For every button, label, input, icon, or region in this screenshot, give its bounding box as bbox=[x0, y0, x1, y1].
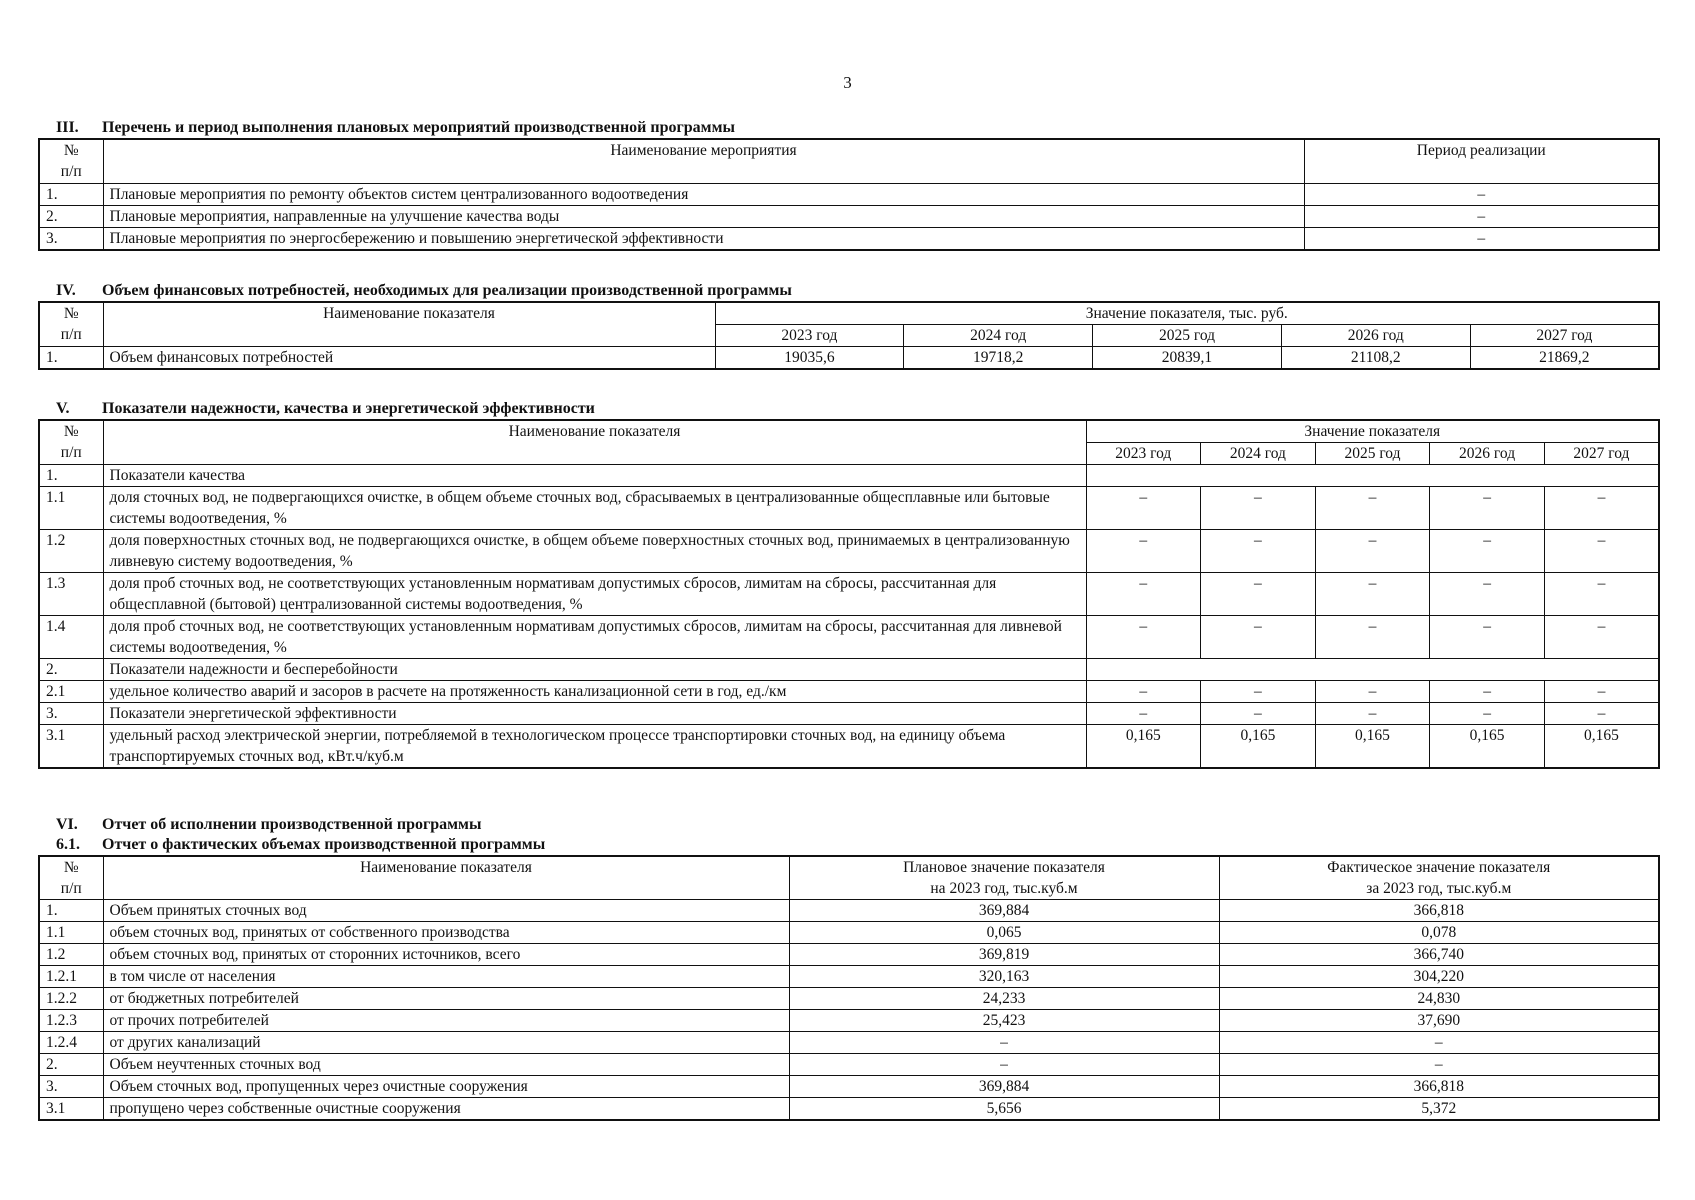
table-row bbox=[39, 205, 1659, 227]
row-value: – bbox=[1201, 616, 1316, 659]
row-number: 1.2 bbox=[39, 530, 103, 573]
header-name: Наименование показателя bbox=[103, 302, 715, 347]
row-fact-value: – bbox=[1219, 1032, 1659, 1054]
section-5 bbox=[38, 399, 1660, 769]
header-plan: Плановое значение показателя на 2023 год, тыс.куб.м bbox=[789, 856, 1219, 900]
row-number: 3. bbox=[39, 703, 103, 725]
row-value: – bbox=[1430, 487, 1545, 530]
year-header: 2027 год bbox=[1470, 325, 1659, 347]
actual-volumes-table bbox=[38, 855, 1660, 1121]
table-row bbox=[39, 681, 1659, 703]
row-value: – bbox=[1201, 573, 1316, 616]
section-3-heading: Перечень и период выполнения плановых мероприятий производственной программы bbox=[102, 119, 735, 136]
row-value: – bbox=[1430, 616, 1545, 659]
row-value: – bbox=[1544, 530, 1659, 573]
row-number: 2. bbox=[39, 205, 103, 227]
row-value: – bbox=[1086, 487, 1201, 530]
table-row bbox=[39, 530, 1659, 573]
section-4-heading: Объем финансовых потребностей, необходимых для реализации производственной программы bbox=[102, 282, 792, 299]
row-period: – bbox=[1304, 205, 1659, 227]
row-plan-value: 24,233 bbox=[789, 988, 1219, 1010]
section-6-heading: Отчет об исполнении производственной программы bbox=[102, 816, 482, 833]
row-value: – bbox=[1315, 616, 1430, 659]
row-period: – bbox=[1304, 183, 1659, 205]
row-value: – bbox=[1544, 681, 1659, 703]
row-value: – bbox=[1430, 530, 1545, 573]
section-3 bbox=[38, 118, 1660, 251]
row-value: 19035,6 bbox=[715, 347, 904, 370]
row-number: 3.1 bbox=[39, 725, 103, 769]
row-name: Объем сточных вод, пропущенных через очистные сооружения bbox=[103, 1076, 789, 1098]
row-name: Показатели энергетической эффективности bbox=[103, 703, 1086, 725]
header-value: Значение показателя, тыс. руб. bbox=[715, 302, 1659, 325]
row-value: 0,165 bbox=[1201, 725, 1316, 769]
row-number: 3. bbox=[39, 1076, 103, 1098]
section-5-heading: Показатели надежности, качества и энергетической эффективности bbox=[102, 400, 595, 417]
year-header: 2026 год bbox=[1281, 325, 1470, 347]
row-value: – bbox=[1315, 573, 1430, 616]
row-fact-value: 0,078 bbox=[1219, 922, 1659, 944]
row-number: 1.2.2 bbox=[39, 988, 103, 1010]
row-value: – bbox=[1430, 573, 1545, 616]
row-value: – bbox=[1201, 487, 1316, 530]
row-name: доля проб сточных вод, не соответствующих установленным нормативам допустимых сбросов, лимитам на сбросы, рассчитанная для общесплавной (бытовой) централизованной системы водоотведения, % bbox=[103, 573, 1086, 616]
header-name: Наименование показателя bbox=[103, 420, 1086, 465]
row-name: Плановые мероприятия по энергосбережению и повышению энергетической эффективности bbox=[103, 227, 1304, 250]
table-row bbox=[39, 900, 1659, 922]
row-value: – bbox=[1315, 703, 1430, 725]
row-value: – bbox=[1315, 530, 1430, 573]
header-value: Значение показателя bbox=[1086, 420, 1659, 443]
table-row bbox=[39, 1098, 1659, 1121]
header-fact: Фактическое значение показателя за 2023 год, тыс.куб.м bbox=[1219, 856, 1659, 900]
table-row bbox=[39, 183, 1659, 205]
row-name: объем сточных вод, принятых от собственного производства bbox=[103, 922, 789, 944]
table-row bbox=[39, 725, 1659, 769]
table-row bbox=[39, 1076, 1659, 1098]
row-value: – bbox=[1086, 616, 1201, 659]
row-fact-value: 366,740 bbox=[1219, 944, 1659, 966]
row-plan-value: – bbox=[789, 1032, 1219, 1054]
table-row bbox=[39, 347, 1659, 370]
row-number: 1.2.1 bbox=[39, 966, 103, 988]
row-value: – bbox=[1544, 703, 1659, 725]
row-value: – bbox=[1544, 573, 1659, 616]
section-6-title bbox=[38, 815, 1660, 835]
reliability-indicators-table bbox=[38, 419, 1660, 769]
row-number: 1.1 bbox=[39, 922, 103, 944]
row-name: от бюджетных потребителей bbox=[103, 988, 789, 1010]
row-plan-value: 369,819 bbox=[789, 944, 1219, 966]
row-name: удельное количество аварий и засоров в расчете на протяженность канализационной сети в год, ед./км bbox=[103, 681, 1086, 703]
row-fact-value: 304,220 bbox=[1219, 966, 1659, 988]
row-period: – bbox=[1304, 227, 1659, 250]
section-4-title bbox=[38, 281, 1660, 301]
year-header: 2024 год bbox=[1201, 443, 1316, 465]
row-name: Показатели качества bbox=[103, 465, 1086, 487]
header-no: № п/п bbox=[39, 420, 103, 465]
row-value: 0,165 bbox=[1315, 725, 1430, 769]
row-name: Объем принятых сточных вод bbox=[103, 900, 789, 922]
row-value: – bbox=[1544, 487, 1659, 530]
row-value-empty bbox=[1086, 465, 1659, 487]
row-number: 2. bbox=[39, 1054, 103, 1076]
row-value: – bbox=[1315, 681, 1430, 703]
header-period: Период реализации bbox=[1304, 139, 1659, 183]
header-name: Наименование показателя bbox=[103, 856, 789, 900]
table-row bbox=[39, 227, 1659, 250]
row-value: – bbox=[1430, 681, 1545, 703]
row-fact-value: 366,818 bbox=[1219, 900, 1659, 922]
year-header: 2027 год bbox=[1544, 443, 1659, 465]
row-value: – bbox=[1201, 681, 1316, 703]
row-value: – bbox=[1201, 703, 1316, 725]
row-fact-value: – bbox=[1219, 1054, 1659, 1076]
year-header: 2025 год bbox=[1093, 325, 1282, 347]
row-number: 1.2.3 bbox=[39, 1010, 103, 1032]
row-value: – bbox=[1201, 530, 1316, 573]
table-row bbox=[39, 573, 1659, 616]
planned-measures-table bbox=[38, 138, 1660, 251]
section-6-1-heading: Отчет о фактических объемах производственной программы bbox=[102, 836, 546, 853]
row-number: 1.2 bbox=[39, 944, 103, 966]
table-row bbox=[39, 703, 1659, 725]
header-no: № п/п bbox=[39, 139, 103, 183]
row-plan-value: 369,884 bbox=[789, 900, 1219, 922]
row-value: – bbox=[1086, 530, 1201, 573]
row-number: 3.1 bbox=[39, 1098, 103, 1121]
section-6-1-number: 6.1. bbox=[56, 836, 80, 853]
section-4 bbox=[38, 281, 1660, 370]
row-fact-value: 366,818 bbox=[1219, 1076, 1659, 1098]
year-header: 2026 год bbox=[1430, 443, 1545, 465]
header-no: № п/п bbox=[39, 856, 103, 900]
row-number: 1.1 bbox=[39, 487, 103, 530]
row-number: 1.4 bbox=[39, 616, 103, 659]
row-name: доля проб сточных вод, не соответствующих установленным нормативам допустимых сбросов, лимитам на сбросы, рассчитанная для ливневой системы водоотведения, % bbox=[103, 616, 1086, 659]
row-name: объем сточных вод, принятых от сторонних источников, всего bbox=[103, 944, 789, 966]
row-value: – bbox=[1430, 703, 1545, 725]
row-value: 19718,2 bbox=[904, 347, 1093, 370]
table-row bbox=[39, 465, 1659, 487]
row-value: 0,165 bbox=[1086, 725, 1201, 769]
year-header: 2023 год bbox=[1086, 443, 1201, 465]
row-number: 1. bbox=[39, 347, 103, 370]
row-plan-value: 320,163 bbox=[789, 966, 1219, 988]
row-number: 1.3 bbox=[39, 573, 103, 616]
row-number: 3. bbox=[39, 227, 103, 250]
section-6-number: VI. bbox=[56, 816, 78, 833]
row-name: Объем финансовых потребностей bbox=[103, 347, 715, 370]
row-value: – bbox=[1544, 616, 1659, 659]
row-name: удельный расход электрической энергии, потребляемой в технологическом процессе транспортировки сточных вод, на единицу объема транспортируемых сточных вод, кВт.ч/куб.м bbox=[103, 725, 1086, 769]
row-name: пропущено через собственные очистные сооружения bbox=[103, 1098, 789, 1121]
table-row bbox=[39, 487, 1659, 530]
section-5-title bbox=[38, 399, 1660, 419]
row-name: Плановые мероприятия, направленные на улучшение качества воды bbox=[103, 205, 1304, 227]
row-value-empty bbox=[1086, 659, 1659, 681]
row-value: 21869,2 bbox=[1470, 347, 1659, 370]
row-plan-value: 0,065 bbox=[789, 922, 1219, 944]
year-header: 2025 год bbox=[1315, 443, 1430, 465]
year-header: 2023 год bbox=[715, 325, 904, 347]
row-plan-value: 25,423 bbox=[789, 1010, 1219, 1032]
row-name: Плановые мероприятия по ремонту объектов систем централизованного водоотведения bbox=[103, 183, 1304, 205]
row-name: от других канализаций bbox=[103, 1032, 789, 1054]
financial-needs-table bbox=[38, 301, 1660, 370]
section-3-number: III. bbox=[56, 119, 79, 136]
row-plan-value: – bbox=[789, 1054, 1219, 1076]
row-plan-value: 5,656 bbox=[789, 1098, 1219, 1121]
row-name: доля сточных вод, не подвергающихся очистке, в общем объеме сточных вод, сбрасываемых в централизованные общесплавные или бытовые системы водоотведения, % bbox=[103, 487, 1086, 530]
section-6 bbox=[38, 815, 1660, 1121]
row-name: от прочих потребителей bbox=[103, 1010, 789, 1032]
table-row bbox=[39, 988, 1659, 1010]
page-number: 3 bbox=[843, 73, 852, 92]
row-fact-value: 37,690 bbox=[1219, 1010, 1659, 1032]
row-value: – bbox=[1315, 487, 1430, 530]
table-row bbox=[39, 944, 1659, 966]
table-row bbox=[39, 1032, 1659, 1054]
table-row bbox=[39, 1054, 1659, 1076]
table-row bbox=[39, 659, 1659, 681]
section-3-title bbox=[38, 118, 1660, 138]
section-6-1-title bbox=[38, 835, 1660, 855]
row-value: – bbox=[1086, 681, 1201, 703]
row-number: 1. bbox=[39, 465, 103, 487]
row-name: Объем неучтенных сточных вод bbox=[103, 1054, 789, 1076]
row-value: 20839,1 bbox=[1093, 347, 1282, 370]
row-value: 0,165 bbox=[1544, 725, 1659, 769]
row-name: в том числе от населения bbox=[103, 966, 789, 988]
section-4-number: IV. bbox=[56, 282, 76, 299]
row-plan-value: 369,884 bbox=[789, 1076, 1219, 1098]
row-name: Показатели надежности и бесперебойности bbox=[103, 659, 1086, 681]
row-name: доля поверхностных сточных вод, не подвергающихся очистке, в общем объеме поверхностных сточных вод, принимаемых в централизованную ливневую систему водоотведения, % bbox=[103, 530, 1086, 573]
row-value: 0,165 bbox=[1430, 725, 1545, 769]
row-number: 1. bbox=[39, 900, 103, 922]
header-name: Наименование мероприятия bbox=[103, 139, 1304, 183]
row-fact-value: 5,372 bbox=[1219, 1098, 1659, 1121]
header-no: № п/п bbox=[39, 302, 103, 347]
table-row bbox=[39, 966, 1659, 988]
row-number: 2. bbox=[39, 659, 103, 681]
row-value: 21108,2 bbox=[1281, 347, 1470, 370]
row-value: – bbox=[1086, 573, 1201, 616]
row-fact-value: 24,830 bbox=[1219, 988, 1659, 1010]
year-header: 2024 год bbox=[904, 325, 1093, 347]
table-row bbox=[39, 922, 1659, 944]
table-row bbox=[39, 1010, 1659, 1032]
row-value: – bbox=[1086, 703, 1201, 725]
row-number: 1.2.4 bbox=[39, 1032, 103, 1054]
row-number: 1. bbox=[39, 183, 103, 205]
section-5-number: V. bbox=[56, 400, 70, 417]
row-number: 2.1 bbox=[39, 681, 103, 703]
table-row bbox=[39, 616, 1659, 659]
